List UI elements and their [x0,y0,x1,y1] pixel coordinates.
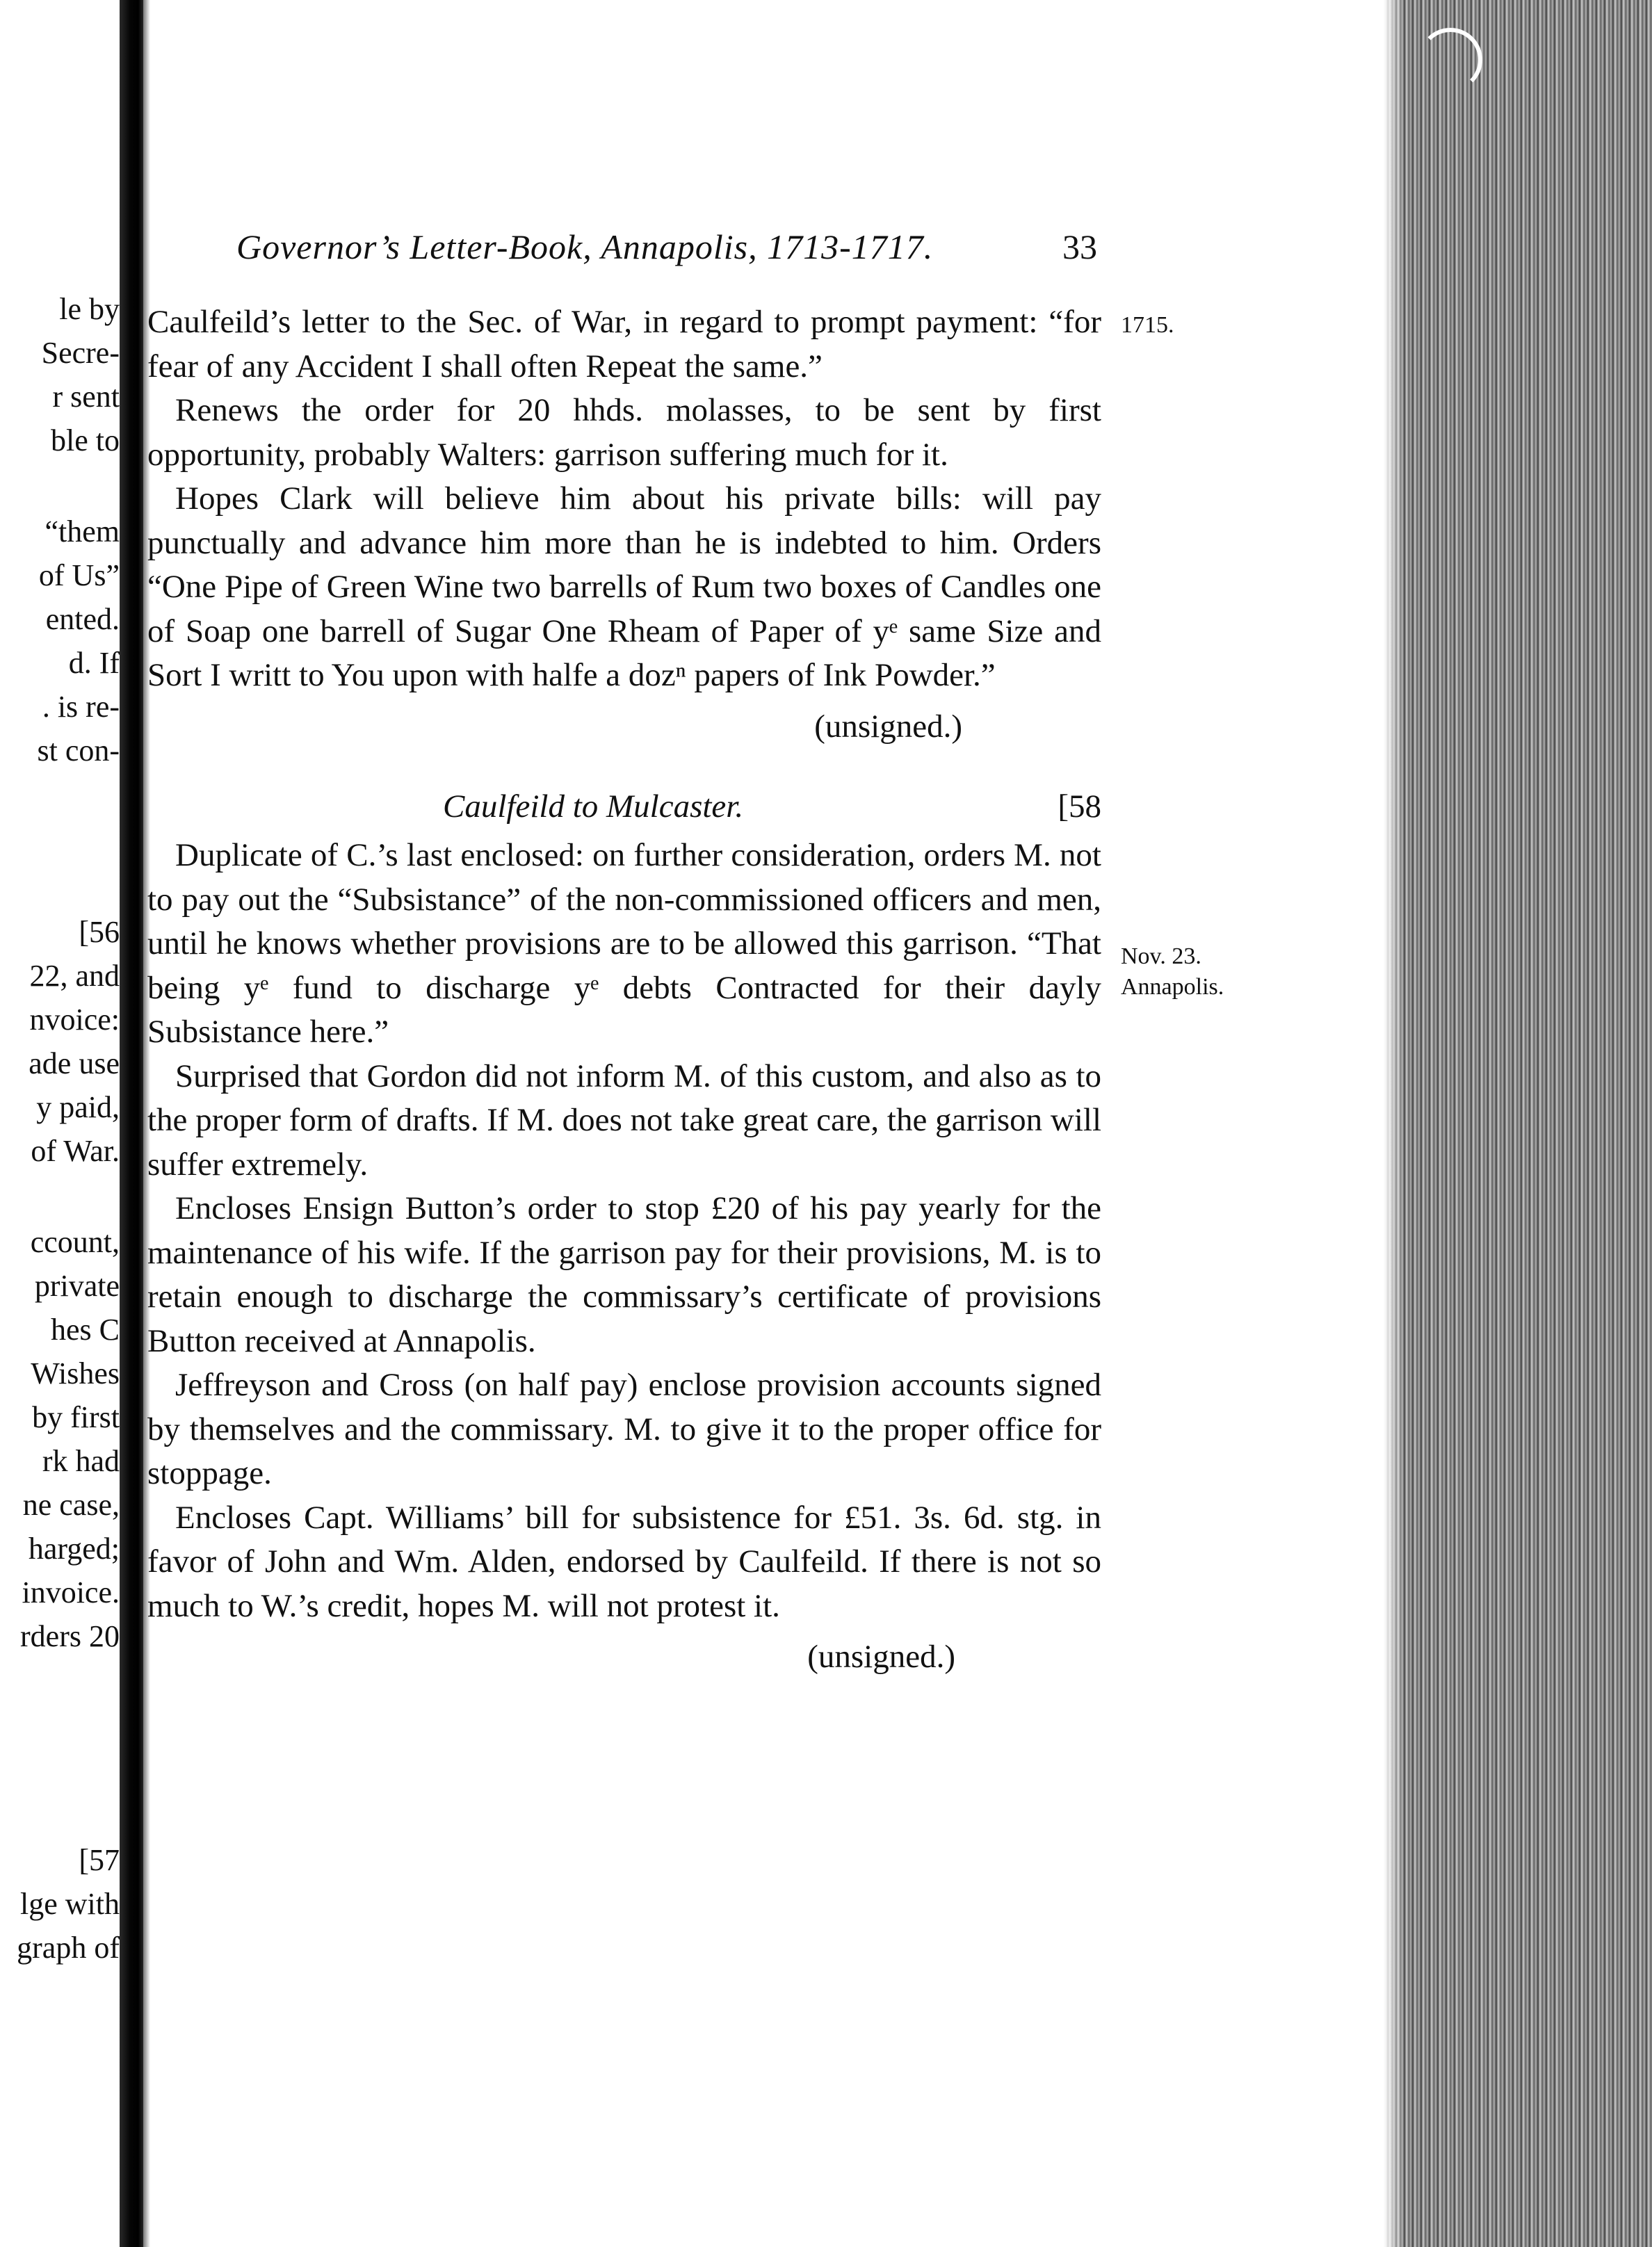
facing-page-line: ccount, [30,1225,120,1259]
facing-page-line: private [34,1269,120,1303]
facing-page-line: r sent [52,380,120,414]
running-head: Governor’s Letter-Book, Annapolis, 1713-1717. [236,227,934,266]
letter-number: [58 [1058,788,1101,825]
page-edge-stack [1384,0,1652,2247]
facing-page-line: ble to [51,423,120,457]
paragraph: Duplicate of C.’s last enclosed: on further consideration, orders M. not to pay out the “Subsistance” of the non-commissioned officers and men, until he knows whether provisions are to be allowed this garrison. “That being yᵉ fund to discharge yᵉ debts Contracted for their dayly Subsistance here.” [147,837,1101,1050]
page-number: 33 [1062,227,1097,266]
margin-note-date: Nov. 23. [1121,943,1201,969]
facing-page-line: le by [59,292,120,326]
facing-page-line: nvoice: [29,1003,120,1037]
signoff: (unsigned.) [814,708,962,745]
facing-page-line: ented. [45,602,120,636]
facing-page-line: Secre- [41,336,120,370]
facing-page-line: lge with [20,1887,120,1921]
paragraph: Surprised that Gordon did not inform M. of this custom, and also as to the proper form of drafts. If M. does not take great care, the garrison will suffer extremely. [147,1057,1101,1183]
facing-page-line: rk had [42,1444,120,1478]
facing-page-line: . is re- [42,690,120,724]
margin-note-year: 1715. [1121,312,1174,338]
facing-page-line: of Us” [38,558,120,592]
facing-page-line: d. If [68,646,120,680]
letter-heading [147,779,1101,834]
facing-page-line: y paid, [36,1090,120,1124]
paragraph: Encloses Capt. Williams’ bill for subsistence for £51. 3s. 6d. stg. in favor of John and Wm. Alden, endorsed by Caulfeild. If there is not so much to W.’s credit, hopes M. will not protest it. [147,1499,1101,1624]
facing-page-line: “them [44,514,120,549]
facing-page-fragment [0,0,120,2247]
facing-page-line: harged; [28,1532,120,1566]
facing-page-line: ne case, [22,1488,120,1522]
facing-page-line: st con- [37,733,120,768]
paragraph: Jeffreyson and Cross (on half pay) enclose provision accounts signed by themselves and the commissary. M. to give it to the proper office for stoppage. [147,1367,1101,1491]
facing-page-line: graph of [17,1931,120,1965]
facing-page-line: rders 20 [20,1619,120,1653]
binding-gutter [120,0,146,2247]
main-text [147,300,1101,1680]
facing-page-line: Wishes [31,1356,120,1390]
margin-note-place: Annapolis. [1121,974,1224,1000]
paragraph: Renews the order for 20 hhds. molasses, to be sent by first opportunity, probably Walters: garrison suffering much for it. [147,392,1101,473]
paragraph: Hopes Clark will believe him about his private bills: will pay punctually and advance him more than he is indebted to him. Orders “One Pipe of Green Wine two barrells of Rum two boxes of Candles one of Soap one barrell of Sugar One Rheam of Paper of yᵉ same Size and Sort I writt to You upon with halfe a dozⁿ papers of Ink Powder.” [147,480,1101,693]
facing-page-line: invoice. [22,1575,120,1609]
facing-page-line: hes C [51,1313,120,1347]
paragraph: Encloses Ensign Button’s order to stop £20 of his pay yearly for the maintenance of his wife. If the garrison pay for their provisions, M. is to retain enough to discharge the commissary’s certificate of provisions Button received at Annapolis. [147,1190,1101,1359]
paragraph: Caulfeild’s letter to the Sec. of War, in regard to prompt payment: “for fear of any Accident I shall often Repeat the same.” [147,304,1101,384]
ring-mark-icon [1418,28,1482,92]
facing-page-line: [57 [79,1843,120,1877]
facing-page-line: [56 [79,915,120,949]
letter-title: Caulfeild to Mulcaster. [443,788,744,825]
facing-page-line: by first [32,1400,120,1434]
page-edge-shadow [1384,0,1404,2247]
signoff: (unsigned.) [807,1639,955,1675]
facing-page-line: of War. [31,1134,120,1168]
facing-page-line: 22, and [29,959,120,993]
facing-page-line: ade use [29,1046,120,1080]
